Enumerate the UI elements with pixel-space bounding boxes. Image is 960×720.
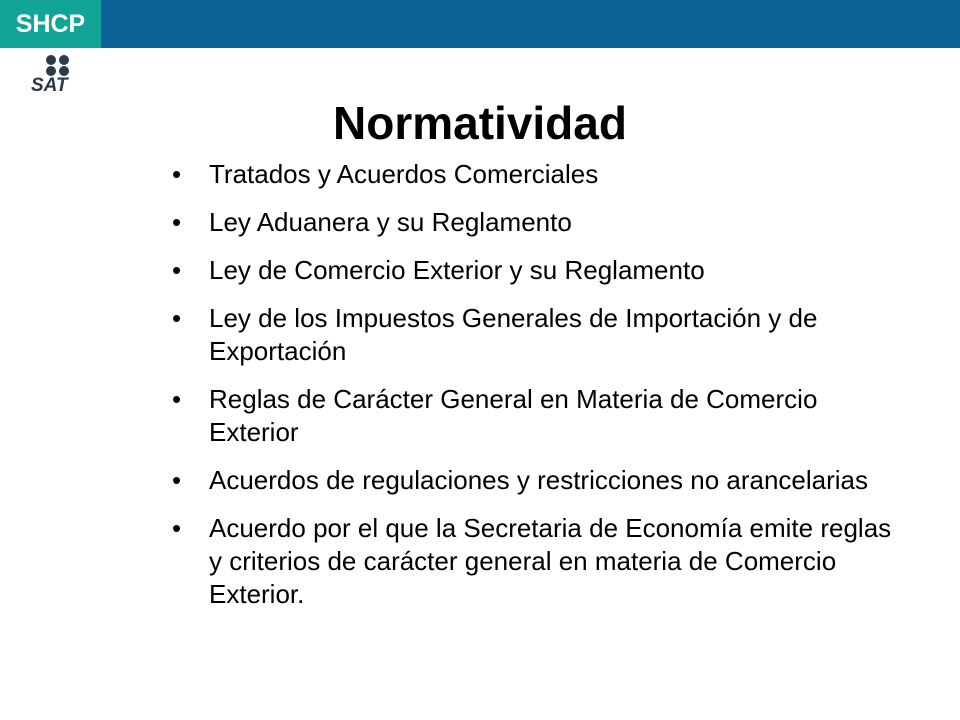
- shcp-logo: SHCP: [0, 0, 101, 48]
- bullet-text: Ley Aduanera y su Reglamento: [209, 207, 572, 237]
- bullet-marker: •: [172, 465, 182, 495]
- list-item: [172, 383, 892, 449]
- list-item: [172, 254, 892, 287]
- bullet-marker: •: [172, 303, 182, 333]
- header-bar: [0, 0, 960, 48]
- slide-title: Normatividad: [333, 97, 627, 149]
- list-item: [172, 464, 892, 497]
- bullet-marker: •: [172, 384, 182, 414]
- bullet-marker: •: [172, 513, 182, 543]
- bullet-list: [172, 158, 892, 626]
- sat-dots-icon: [44, 53, 72, 77]
- sat-logo: [12, 53, 92, 97]
- bullet-marker: •: [172, 255, 182, 285]
- list-item: [172, 158, 892, 191]
- bullet-text: Reglas de Carácter General en Materia de Comercio Exterior: [209, 384, 818, 447]
- bullet-marker: •: [172, 207, 182, 237]
- list-item: [172, 512, 892, 611]
- list-item: [172, 302, 892, 368]
- bullet-marker: •: [172, 159, 182, 189]
- list-item: [172, 206, 892, 239]
- sat-logo-text: SAT: [31, 75, 68, 96]
- bullet-text: Ley de los Impuestos Generales de Importación y de Exportación: [209, 303, 818, 366]
- bullet-text: Tratados y Acuerdos Comerciales: [209, 159, 599, 189]
- bullet-text: Ley de Comercio Exterior y su Reglamento: [209, 255, 705, 285]
- bullet-text: Acuerdos de regulaciones y restricciones no arancelarias: [209, 465, 869, 495]
- bullet-text: Acuerdo por el que la Secretaria de Economía emite reglas y criterios de carácter general en materia de Comercio Exterior.: [209, 513, 892, 609]
